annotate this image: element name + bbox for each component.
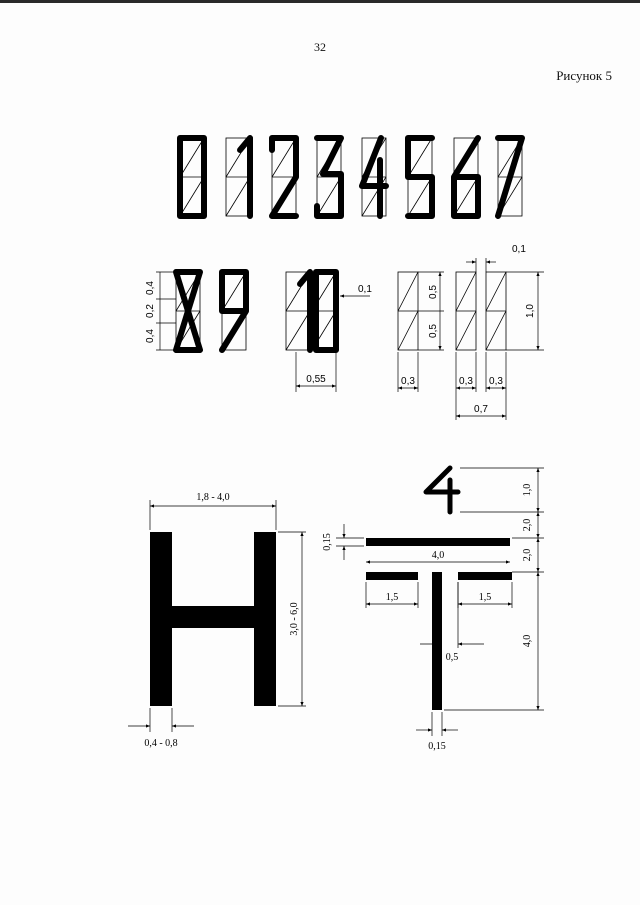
dim-pair-w1: 0,3 <box>459 376 473 387</box>
dim-t-left-seg: 1,5 <box>385 592 399 603</box>
letter-h <box>128 492 306 749</box>
dimension-cells <box>398 272 506 350</box>
dim-v-mid: 0,2 <box>145 304 156 318</box>
dim-t-right-seg: 1,5 <box>478 592 492 603</box>
dim-t-bar-gap: 2,0 <box>522 548 533 562</box>
letter-t-figure <box>322 468 544 752</box>
dim-cell-half-top: 0,5 <box>428 285 439 299</box>
dim-t-stem-offset: 0,5 <box>445 652 459 663</box>
dim-t-gap: 2,0 <box>522 518 533 532</box>
figure-label: Рисунок 5 <box>556 68 612 83</box>
dim-width-10: 0,55 <box>306 374 326 385</box>
digit-4-small <box>426 468 458 512</box>
dim-stroke: 0,1 <box>512 244 526 255</box>
dim-v-top: 0,4 <box>145 281 156 295</box>
dim-t-stem-height: 4,0 <box>522 634 533 648</box>
dim-cell-width: 0,3 <box>401 376 415 387</box>
dim-height: 1,0 <box>525 304 536 318</box>
dim-h-width: 1,8 - 4,0 <box>196 492 230 503</box>
dim-pair-w2: 0,3 <box>489 376 503 387</box>
dim-h-height: 3,0 - 6,0 <box>289 602 300 636</box>
page-number: 32 <box>314 40 326 54</box>
dim-pair-total: 0,7 <box>474 404 488 415</box>
digit-9 <box>222 272 246 350</box>
dim-t-stem-width: 0,15 <box>428 741 446 752</box>
dim-t-bar-thickness: 0,15 <box>322 533 333 551</box>
row2-dimension-labels <box>145 244 536 415</box>
dim-t-top: 1,0 <box>522 483 533 497</box>
digits-row-1 <box>180 138 522 216</box>
dim-t-bar-width: 4,0 <box>431 550 445 561</box>
digits-row-2 <box>156 258 544 420</box>
digit-6 <box>454 138 478 216</box>
dim-v-bot: 0,4 <box>145 329 156 343</box>
dim-h-stroke: 0,4 - 0,8 <box>144 738 178 749</box>
dim-cell-half-bot: 0,5 <box>428 324 439 338</box>
digit-5 <box>408 138 432 216</box>
dim-number-gap: 0,1 <box>358 284 372 295</box>
